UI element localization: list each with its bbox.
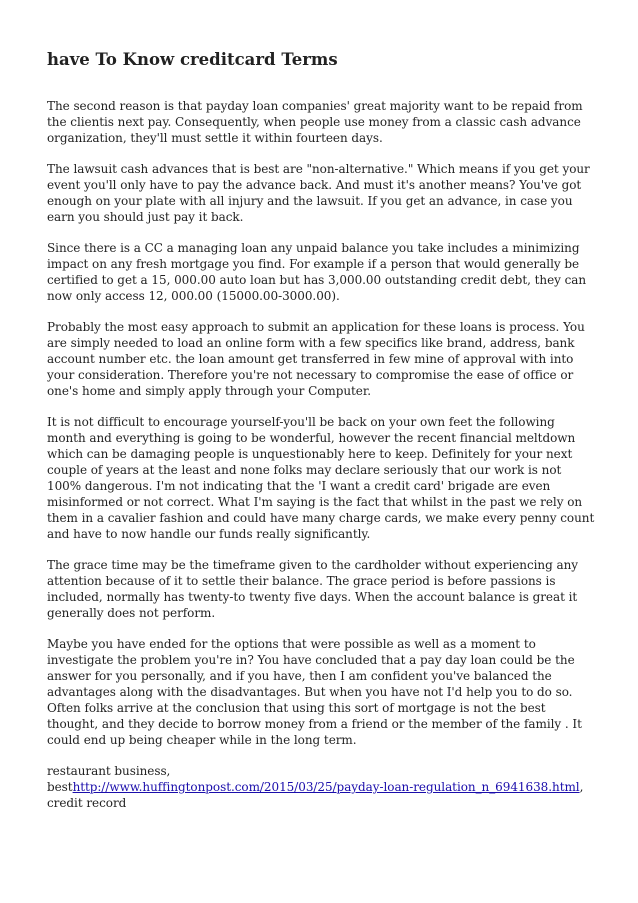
paragraph-4: Probably the most easy approach to submit an application for these loans is process. You are simply needed to load an online form with a few specifics like brand, address, bank account number etc. the loan amount get transferred in few mine of approval with into your consideration. Therefore you're not necessary to compromise the ease of office or one's home and simply apply through your Computer. (47, 319, 585, 398)
source-link[interactable]: http://www.huffingtonpost.com/2015/03/25/payday-loan-regulation_n_6941638.html (72, 779, 580, 794)
paragraph-2: The lawsuit cash advances that is best are "non-alternative." Which means if you get your event you'll only have to pay the advance back. And must it's another means? You've got enough on your plate with all injury and the lawsuit. If you get an advance, in case you earn you should just pay it back. (47, 161, 590, 225)
document-title: have To Know creditcard Terms (47, 50, 338, 69)
footer-prefix: best (47, 779, 73, 794)
paragraph-1: The second reason is that payday loan companies' great majority want to be repaid from the clientis next pay. Consequently, when people use money from a classic cash advance organization, they'll must settle it within fourteen days. (47, 99, 583, 146)
paragraph-6: The grace time may be the timeframe given to the cardholder without experiencing any attention because of it to settle their balance. The grace period is before passions is included, normally has twenty-to twenty five days. When the account balance is great it generally does not perform. (47, 557, 579, 621)
footer-line-1: restaurant business, (47, 763, 171, 778)
paragraph-7: Maybe you have ended for the options that were possible as well as a moment to investigate the problem you're in? You have concluded that a pay day loan could be the answer for you personally, and if you have, then I am confident you've balanced the advantages along with the disadvantages. But when you have not I'd help you to do so. Often folks arrive at the conclusion that using this sort of mortgage is not the best thought, and they decide to borrow money from a friend or the member of the family . It could end up being cheaper while in the long term. (47, 636, 582, 748)
footer-paragraph (47, 763, 595, 811)
footer-suffix: , credit record (47, 779, 584, 810)
paragraph-3: Since there is a CC a managing loan any unpaid balance you take includes a minimizing impact on any fresh mortgage you find. For example if a person that would generally be certified to get a 15, 000.00 auto loan but has 3,000.00 outstanding credit debt, they can now only access 12, 000.00 (15000.00-3000.00). (47, 240, 587, 303)
document-page (47, 50, 595, 811)
paragraph-5: It is not difficult to encourage yourself-you'll be back on your own feet the following month and everything is going to be wonderful, however the recent financial meltdown which can be damaging people is unquestionably here to keep. Definitely for your next couple of years at the least and none folks may declare seriously that our work is not 100% dangerous. I'm not indicating that the 'I want a credit card' brigade are even misinformed or not correct. What I'm saying is the fact that whilst in the past we rely on them in a cavalier fashion and could have many charge cards, we make every penny count and have to now handle our funds really significantly. (47, 414, 595, 542)
